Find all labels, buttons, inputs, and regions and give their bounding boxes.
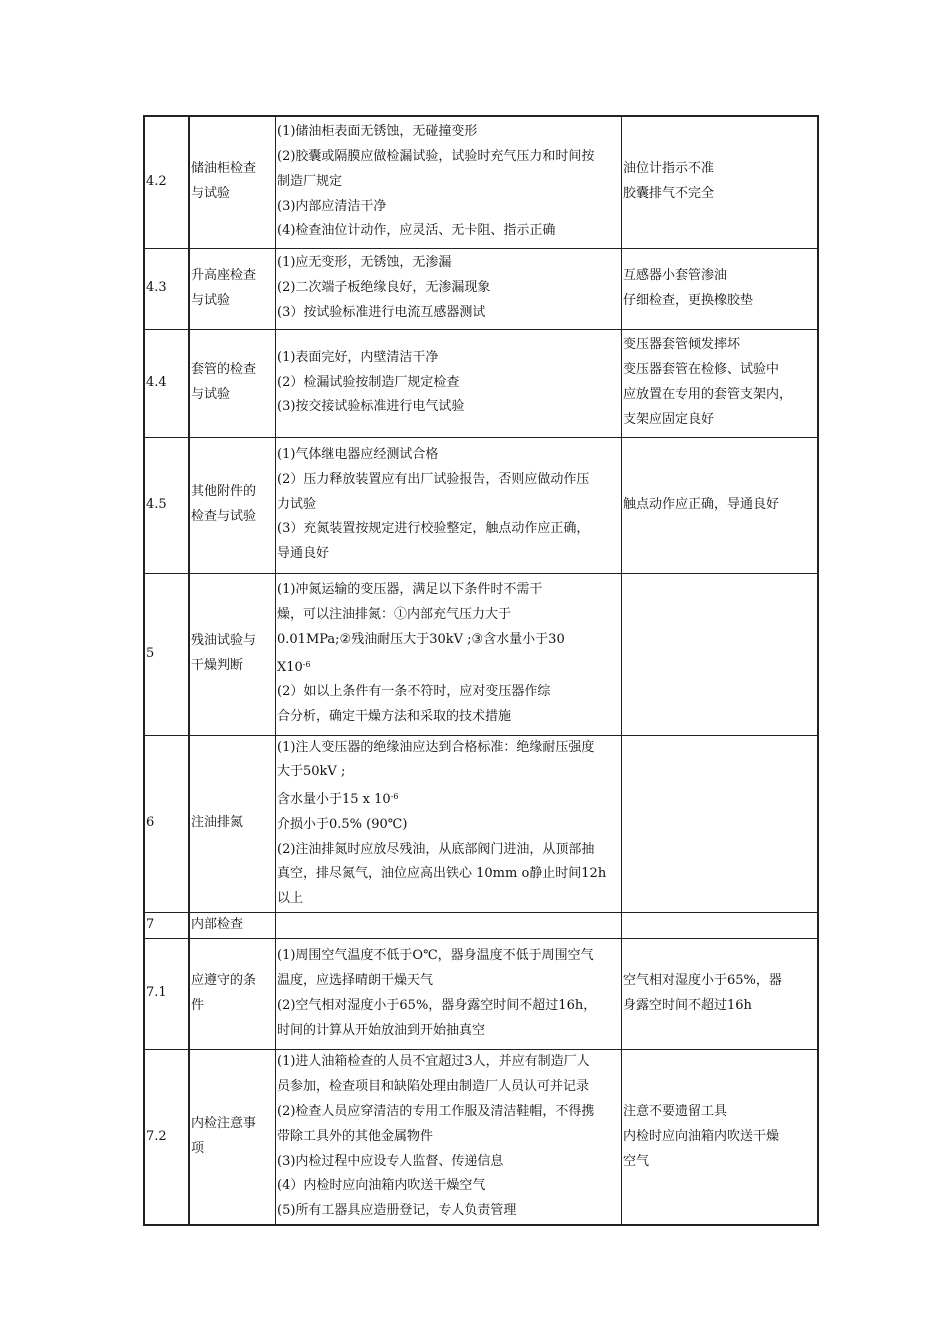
table-row xyxy=(144,913,818,939)
item-number: 7 xyxy=(144,913,189,939)
item-number: 7.2 xyxy=(144,1049,189,1225)
requirements: (1)应无变形，无锈蚀，无渗漏 (2)二次端子板绝缘良好，无渗漏现象 (3）按试验标准进行电流互感器测试 xyxy=(276,248,622,329)
item-number: 4.2 xyxy=(144,116,189,248)
table-row xyxy=(144,329,818,437)
notes xyxy=(622,735,819,913)
item-name: 升高座检查 与试验 xyxy=(189,248,276,329)
item-number: 6 xyxy=(144,735,189,913)
item-name: 应遵守的条 件 xyxy=(189,938,276,1049)
maintenance-table xyxy=(143,115,819,1226)
item-name: 内检注意事 项 xyxy=(189,1049,276,1225)
requirements: (1)周围空气温度不低于O℃，器身温度不低于周围空气 温度，应选择晴朗干燥天气 (2)空气相对湿度小于65%，器身露空时间不超过16h， 时间的计算从开始放油到开始抽真空 xyxy=(276,938,622,1049)
exponent: -6 xyxy=(302,659,311,669)
item-number: 4.5 xyxy=(144,437,189,573)
requirements: (1)储油柜表面无锈蚀，无碰撞变形 (2)胶囊或隔膜应做检漏试验，试验时充气压力和时间按 制造厂规定 (3)内部应清洁干净 (4)检查油位计动作，应灵活、无卡阻、指示正确 xyxy=(276,116,622,248)
item-number: 5 xyxy=(144,573,189,735)
notes: 空气相对湿度小于65%，器 身露空时间不超过16h xyxy=(622,938,819,1049)
item-name: 注油排氮 xyxy=(189,735,276,913)
item-name: 内部检查 xyxy=(189,913,276,939)
requirements xyxy=(276,913,622,939)
item-number: 4.3 xyxy=(144,248,189,329)
notes: 触点动作应正确，导通良好 xyxy=(622,437,819,573)
notes: 注意不要遗留工具 内检时应向油箱内吹送干燥 空气 xyxy=(622,1049,819,1225)
item-number: 7.1 xyxy=(144,938,189,1049)
notes xyxy=(622,913,819,939)
table-row xyxy=(144,437,818,573)
requirements: (1)注人变压器的绝缘油应达到合格标准：绝缘耐压强度 大于50kV ; 含水量小于15 x $10^{-6}$ 介损小于0.5% (90℃) (2)注油排氮时应放尽残油，从底部阀门进油，从顶部抽 真空，排尽氮气，油位应高出铁心 10mm o静止时间12h 以上 xyxy=(276,735,622,913)
requirements: (1)冲氮运输的变压器，满足以下条件时不需干 燥，可以注油排氮：①内部充气压力大于 0.01MPa;②残油耐压大于30kV ;③含水量小于30 $X10^{-6}$ (2）如以上条件有一条不符时，应对变压器作综 合分析，确定干燥方法和采取的技术措施 xyxy=(276,573,622,735)
table-row xyxy=(144,735,818,913)
notes xyxy=(622,573,819,735)
table-row xyxy=(144,938,818,1049)
item-name: 其他附件的 检查与试验 xyxy=(189,437,276,573)
table-row xyxy=(144,116,818,248)
notes: 油位计指示不准 胶囊排气不完全 xyxy=(622,116,819,248)
item-number: 4.4 xyxy=(144,329,189,437)
table-row xyxy=(144,1049,818,1225)
notes: 互感器小套管渗油 仔细检查，更换橡胶垫 xyxy=(622,248,819,329)
requirements: (1)气体继电器应经测试合格 (2）压力释放装置应有出厂试验报告，否则应做动作压 力试验 (3）充氮装置按规定进行校验整定，触点动作应正确， 导通良好 xyxy=(276,437,622,573)
table-row xyxy=(144,573,818,735)
table-row xyxy=(144,248,818,329)
exponent: -6 xyxy=(390,792,399,802)
item-name: 套管的检查 与试验 xyxy=(189,329,276,437)
item-name: 残油试验与 干燥判断 xyxy=(189,573,276,735)
item-name: 储油柜检查 与试验 xyxy=(189,116,276,248)
requirements: (1)表面完好，内壁清洁干净 (2）检漏试验按制造厂规定检查 (3)按交接试验标准进行电气试验 xyxy=(276,329,622,437)
notes: 变压器套管倾发摔坏 变压器套管在检修、试验中 应放置在专用的套管支架内， 支架应固定良好 xyxy=(622,329,819,437)
requirements: (1)进人油箱检查的人员不宜超过3人，并应有制造厂人 员参加，检查项目和缺陷处理由制造厂人员认可并记录 (2)检查人员应穿清洁的专用工作服及清洁鞋帽，不得携 带除工具外的其他金属物件 (3)内检过程中应设专人监督、传递信息 (4）内检时应向油箱内吹送干燥空气 (5)所有工器具应造册登记，专人负责管理 xyxy=(276,1049,622,1225)
